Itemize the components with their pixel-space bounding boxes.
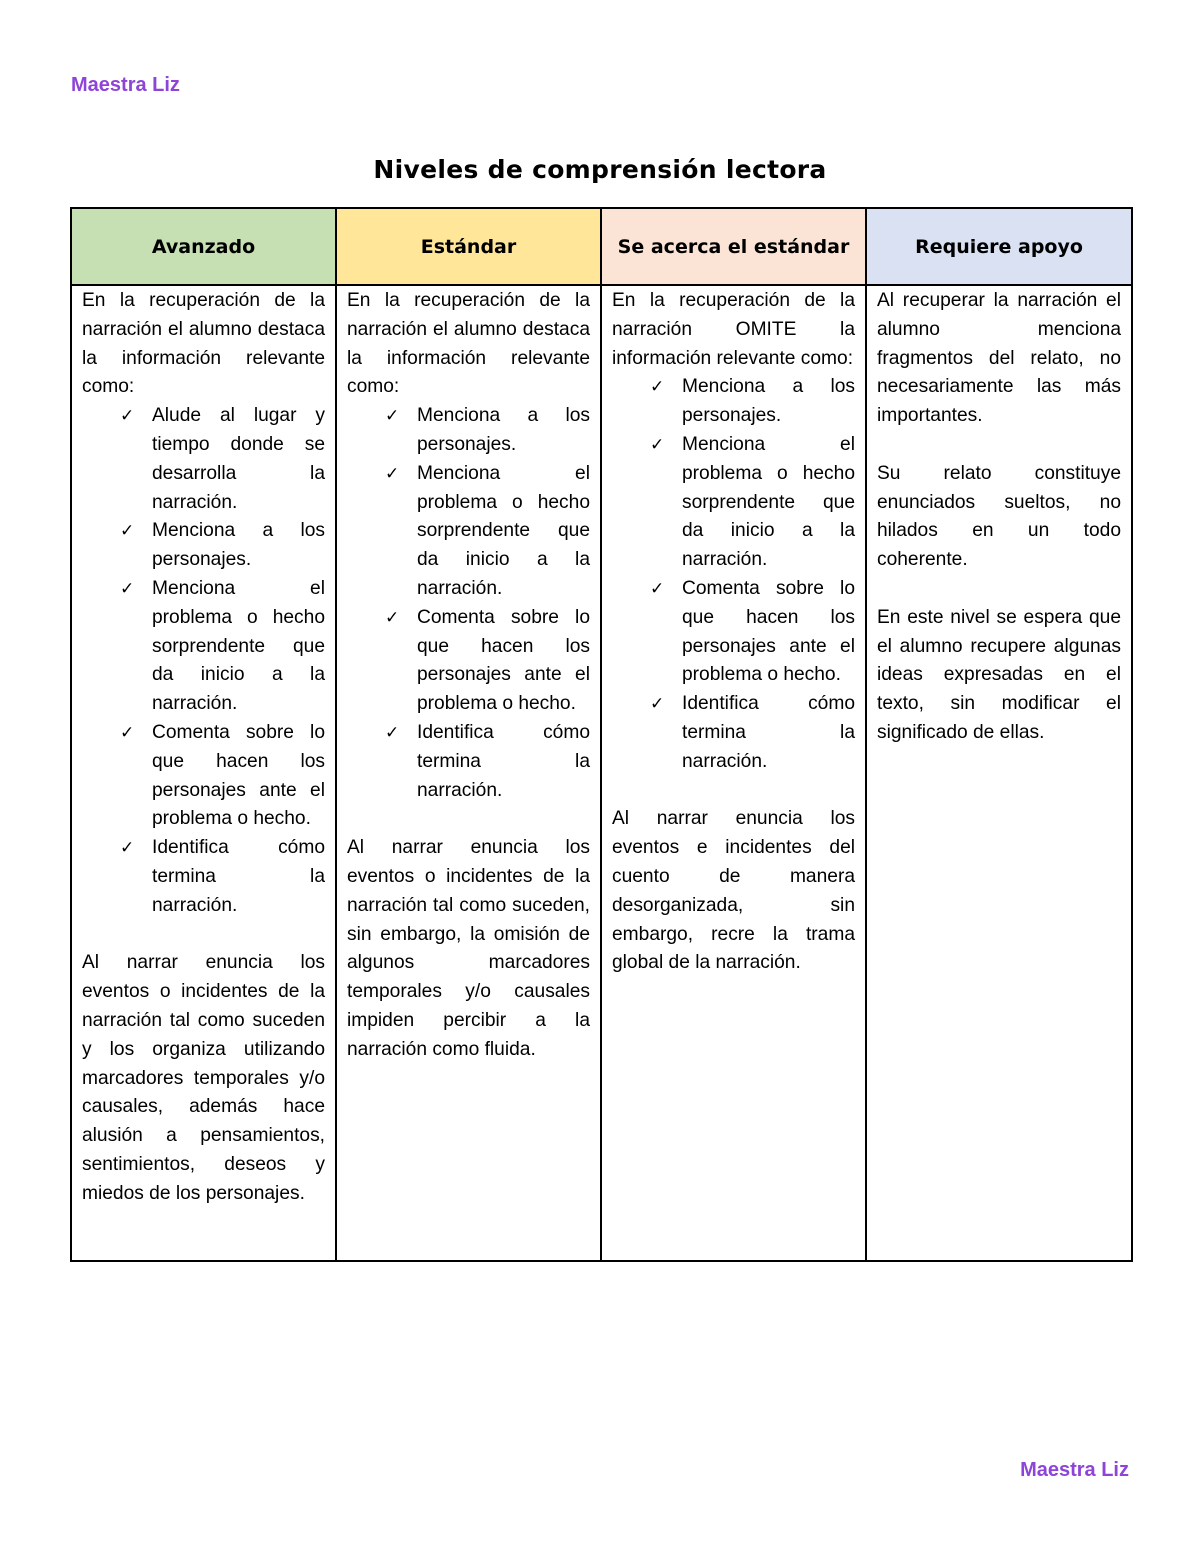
closing-text: Al narrar enuncia los eventos e incidentes del cuento de manera desorganizada, sin embargo, recre la trama global de la narración.: [612, 808, 855, 974]
check-icon: ✓: [385, 722, 400, 743]
check-list: [612, 373, 855, 776]
list-item: [385, 460, 590, 604]
cell-avanzado: [71, 285, 336, 1261]
check-icon: ✓: [650, 694, 665, 715]
page-title: Niveles de comprensión lectora: [373, 155, 827, 184]
closing-text: Al narrar enuncia los eventos o incidentes de la narración tal como suceden y los organiza utilizando marcadores temporales y/o causales, además hace alusión a pensamientos, sentimientos, deseos y miedos de los personajes.: [82, 952, 325, 1204]
closing-text: Al narrar enuncia los eventos o incidentes de la narración tal como suceden, sin embargo, la omisión de algunos marcadores temporales y/o causales impiden percibir a la narración como fluida.: [347, 837, 590, 1060]
intro-text: En la recuperación de la narración el alumno destaca la información relevante como:: [82, 290, 325, 398]
cell-estandar: [336, 285, 601, 1261]
list-item: [120, 719, 325, 834]
list-item-text: Menciona el problema o hecho sorprendente que da inicio a la narración.: [152, 577, 325, 715]
check-icon: ✓: [385, 406, 400, 427]
check-icon: ✓: [650, 434, 665, 455]
cell-requiere-apoyo: [866, 285, 1132, 1261]
check-icon: ✓: [650, 377, 665, 398]
list-item: [120, 402, 325, 517]
brand-logo-bottom: Maestra Liz: [1020, 1459, 1129, 1481]
list-item: [120, 517, 325, 575]
check-icon: ✓: [650, 578, 665, 599]
list-item-text: Identifica cómo termina la narración.: [682, 693, 855, 772]
list-item: [650, 373, 855, 431]
list-item-text: Comenta sobre lo que hacen los personajes ante el problema o hecho.: [152, 721, 325, 830]
list-item-text: Identifica cómo termina la narración.: [152, 837, 325, 916]
list-item-text: Menciona el problema o hecho sorprendente que da inicio a la narración.: [417, 462, 590, 599]
paragraph: Su relato constituye enunciados sueltos, no hilados en un todo coherente.: [877, 462, 1121, 571]
list-item-text: Comenta sobre lo que hacen los personajes ante el problema o hecho.: [417, 606, 590, 715]
check-list: [82, 402, 325, 920]
list-item: [650, 431, 855, 575]
list-item: [385, 402, 590, 460]
list-item: [120, 575, 325, 719]
header-requiere-apoyo: Requiere apoyo: [866, 208, 1132, 285]
check-icon: ✓: [385, 607, 400, 628]
list-item: [385, 604, 590, 719]
header-row: [71, 208, 1132, 285]
check-icon: ✓: [120, 838, 135, 859]
check-icon: ✓: [120, 722, 135, 743]
list-item-text: Identifica cómo termina la narración.: [417, 721, 590, 801]
list-item-text: Comenta sobre lo que hacen los personajes ante el problema o hecho.: [682, 577, 855, 686]
list-item: [385, 719, 590, 805]
list-item: [650, 690, 855, 776]
check-icon: ✓: [120, 406, 135, 427]
list-item: [120, 834, 325, 920]
intro-text: En la recuperación de la narración OMITE la información relevante como:: [612, 290, 855, 369]
cell-se-acerca: [601, 285, 866, 1261]
brand-logo-top: Maestra Liz: [71, 74, 180, 96]
check-icon: ✓: [385, 463, 400, 484]
paragraph: En este nivel se espera que el alumno recupere algunas ideas expresadas en el texto, sin modificar el significado de ellas.: [877, 606, 1121, 743]
list-item-text: Menciona a los personajes.: [152, 520, 325, 571]
list-item-text: Menciona el problema o hecho sorprendente que da inicio a la narración.: [682, 433, 855, 571]
list-item-text: Menciona a los personajes.: [417, 405, 590, 455]
comprehension-levels-table: [70, 207, 1133, 1262]
header-se-acerca: Se acerca el estándar: [601, 208, 866, 285]
list-item-text: Alude al lugar y tiempo donde se desarrolla la narración.: [152, 405, 325, 513]
list-item: [650, 575, 855, 690]
content-row: [71, 285, 1132, 1261]
intro-text: En la recuperación de la narración el alumno destaca la información relevante como:: [347, 290, 590, 398]
header-estandar: Estándar: [336, 208, 601, 285]
check-icon: ✓: [120, 521, 135, 542]
paragraph: Al recuperar la narración el alumno menciona fragmentos del relato, no necesariamente las más importantes.: [877, 290, 1121, 427]
check-icon: ✓: [120, 578, 135, 599]
list-item-text: Menciona a los personajes.: [682, 376, 855, 427]
header-avanzado: Avanzado: [71, 208, 336, 285]
check-list: [347, 402, 590, 805]
